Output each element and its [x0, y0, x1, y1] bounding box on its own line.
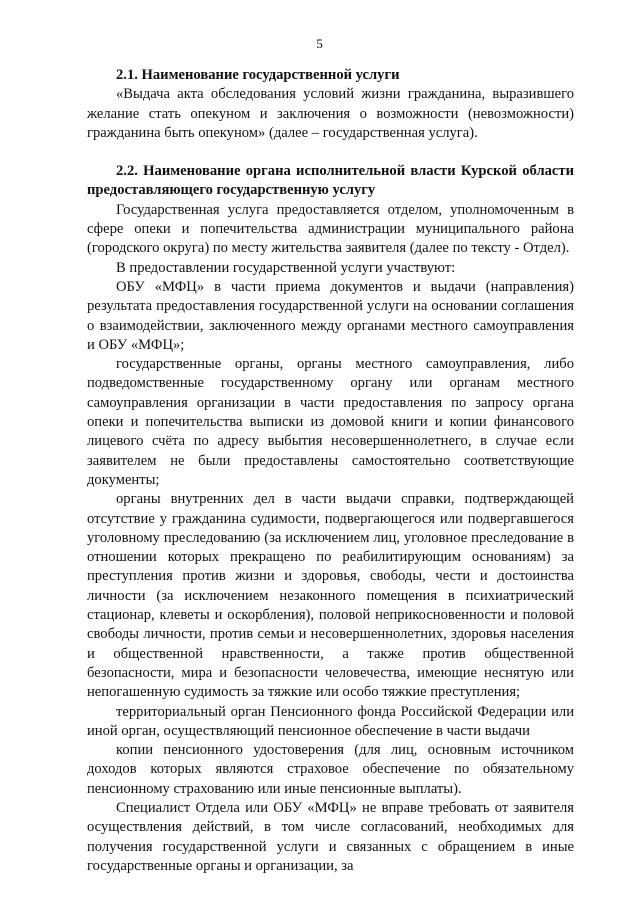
section-2-2-paragraph: В предоставлении государственной услуги участвуют:	[116, 259, 456, 276]
section-2-2-paragraph: копии пенсионного удостоверения (для лиц, основным источником доходов которых являются страховое обеспечение по обязательному пенсионному страхованию или иные пенсионные выплаты).	[87, 742, 574, 797]
section-2-2-paragraph: территориальный орган Пенсионного фонда Российской Федерации или иной орган, осуществляющий пенсионное обеспечение в части выдачи	[87, 703, 574, 739]
section-2-2-paragraph: государственные органы, органы местного самоуправления, либо подведомственные государственному органу или органам местного самоуправления организации в части предоставления по запросу органа опеки и попечительства выписки из домовой книги и копии финансового лицевого счёта по адресу выбытия несовершеннолетнего, в случае если заявителем не были предоставлены самостоятельно соответствующие документы;	[87, 356, 574, 488]
section-2-2-heading: 2.2. Наименование органа исполнительной власти Курской области предоставляющего государственную услугу	[87, 163, 574, 199]
section-2-2-paragraph: Государственная услуга предоставляется отделом, уполномоченным в сфере опеки и попечительства администрации муниципального района (городского округа) по месту жительства заявителя (далее по тексту - Отдел).	[87, 201, 574, 257]
page-content	[87, 66, 574, 876]
section-2-2-paragraph: ОБУ «МФЦ» в части приема документов и выдачи (направления) результата предоставления государственной услуги на основании соглашения о взаимодействии, заключенного между органами местного самоуправления и ОБУ «МФЦ»;	[87, 278, 574, 353]
section-2-1-paragraph: «Выдача акта обследования условий жизни гражданина, выразившего желание стать опекуном и заключения о возможности (невозможности) гражданина быть опекуном» (далее – государственная услуга).	[87, 86, 574, 141]
page-number: 5	[316, 36, 323, 51]
section-2-2-paragraph: Специалист Отдела или ОБУ «МФЦ» не вправе требовать от заявителя осуществления действий, в том числе согласований, необходимых для получения государственной услуги и связанных с обращением в иные государственные органы и организации, за	[87, 799, 574, 874]
section-spacer	[87, 143, 574, 162]
section-2-1-heading: 2.1. Наименование государственной услуги	[116, 67, 400, 83]
section-2-2-paragraph: органы внутренних дел в части выдачи справки, подтверждающей отсутствие у гражданина судимости, подвергающегося или подвергавшегося уголовному преследованию (за исключением лиц, уголовное преследование в отношении которых прекращено по реабилитирующим основаниям) за преступления против жизни и здоровья, свободы, чести и достоинства личности (за исключением незаконного помещения в психиатрический стационар, клеветы и оскорбления), половой неприкосновенности и половой свободы личности, против семьи и несовершеннолетних, здоровья населения и общественной нравственности, а также против общественной безопасности, мира и безопасности человечества, имеющие неснятую или непогашенную судимость за тяжкие или особо тяжкие преступления;	[87, 491, 574, 701]
